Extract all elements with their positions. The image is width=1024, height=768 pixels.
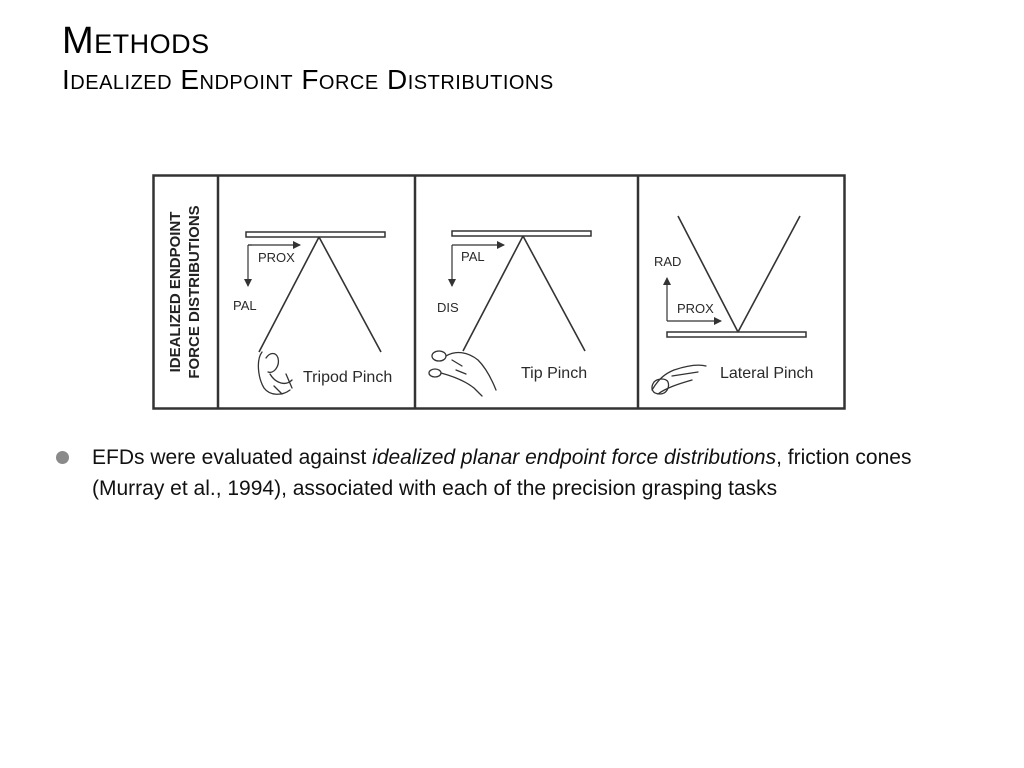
axis-label-horizontal: PROX [677,301,714,316]
axis-label-horizontal: PAL [461,249,485,264]
contact-bar [667,332,806,337]
axis-label-horizontal: PROX [258,250,295,265]
hand-icon [258,352,292,394]
efd-figure [152,174,846,411]
axis-label-vertical: PAL [233,298,257,313]
panel-tripod-pinch [233,232,392,394]
hand-icon [429,351,496,396]
side-label [167,205,203,378]
bullet-marker [56,451,69,464]
slide-subtitle: Idealized Endpoint Force Distributions [62,64,554,95]
contact-bar [452,231,591,236]
bullet-text-emphasis: idealized planar endpoint force distributions [372,446,777,469]
bullet-item [56,442,956,504]
panel-caption: Lateral Pinch [720,365,814,382]
bullet-list [56,442,956,504]
slide-title-block [62,22,554,94]
bullet-text-after: , friction cones (Murray et al., 1994), associated with each of the precision grasping tasks [92,446,912,500]
axis-label-vertical: RAD [654,254,682,269]
friction-cone-right [738,216,800,332]
hand-icon [652,365,706,394]
efd-figure-svg [152,174,846,411]
panel-lateral-pinch [652,216,813,394]
friction-cone-right [523,236,585,351]
bullet-text-before: EFDs were evaluated against [92,446,373,469]
panel-caption: Tip Pinch [521,365,588,382]
slide-title: Methods [62,20,210,62]
side-label-line1: IDEALIZED ENDPOINT [167,211,184,373]
panel-tip-pinch [429,231,591,396]
contact-bar [246,232,385,237]
panel-caption: Tripod Pinch [303,369,393,386]
friction-cone-right [319,237,381,352]
side-label-line2: FORCE DISTRIBUTIONS [186,205,203,379]
axis-label-vertical: DIS [437,300,459,315]
